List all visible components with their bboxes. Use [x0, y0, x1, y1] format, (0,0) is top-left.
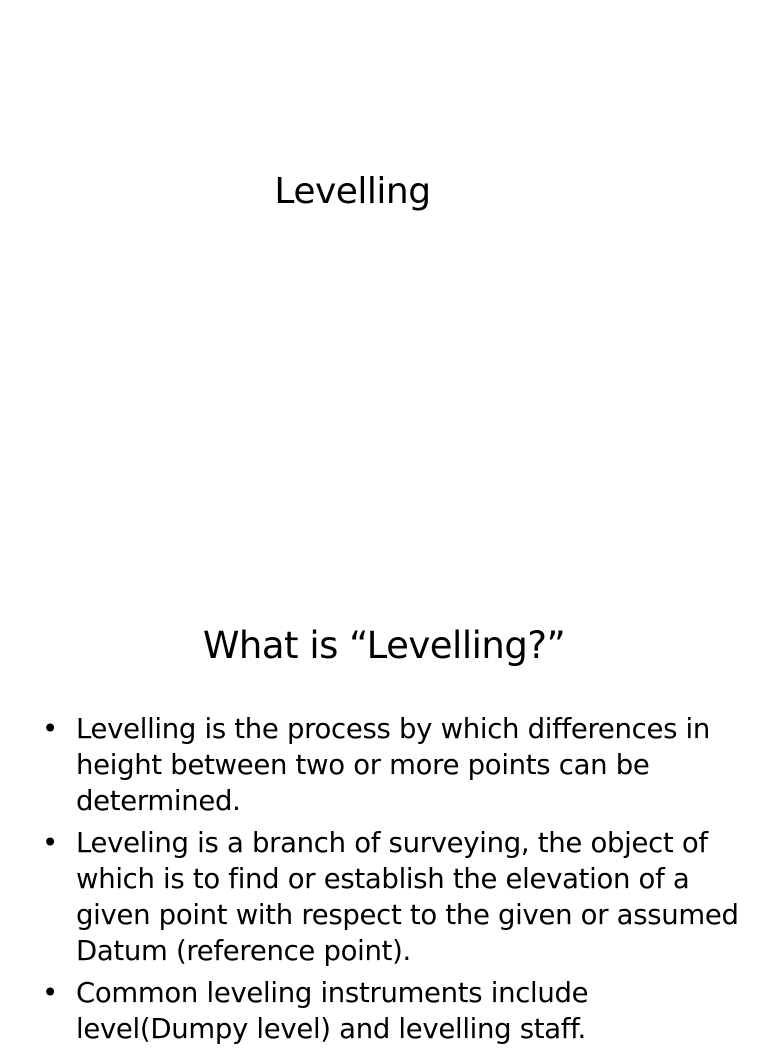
slide-title: Levelling — [274, 171, 431, 212]
bullet-item — [40, 825, 740, 969]
bullet-point-icon: • — [42, 827, 58, 859]
bullet-list — [40, 711, 740, 1053]
bullet-text: Common leveling instruments include level(Dumpy level) and levelling staff. — [76, 977, 589, 1045]
bullet-point-icon: • — [42, 713, 58, 745]
bullet-text: Leveling is a branch of surveying, the object of which is to find or establish the elevation of a given point with respect to the given or assumed Datum (reference point). — [76, 827, 739, 967]
slide-heading: What is “Levelling?” — [202, 624, 566, 667]
bullet-item — [40, 711, 740, 819]
content-slide — [0, 576, 768, 1045]
bullet-text: Levelling is the process by which differences in height between two or more points can be determined. — [76, 713, 711, 817]
bullet-point-icon: • — [42, 977, 58, 1009]
bullet-item — [40, 975, 740, 1047]
